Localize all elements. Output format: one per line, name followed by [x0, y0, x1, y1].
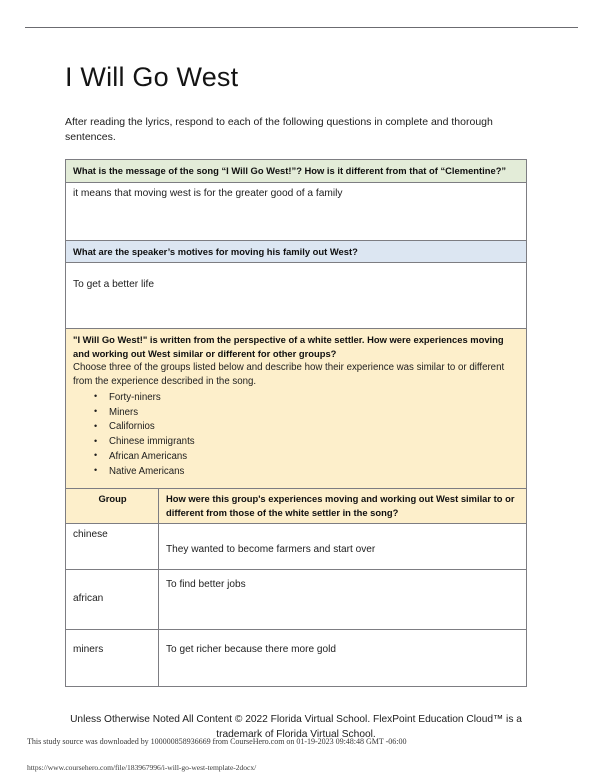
- group-option: • African Americans: [109, 450, 519, 465]
- question-block-1: [65, 159, 527, 239]
- group-option: • Californios: [109, 420, 519, 435]
- group-option: • Native Americans: [109, 465, 519, 480]
- document-content: [65, 62, 527, 687]
- group-option: • Miners: [109, 406, 519, 421]
- group-options-list: [73, 391, 519, 479]
- table-cell-description[interactable]: To find better jobs: [159, 570, 527, 630]
- yellow-spacer: [66, 481, 526, 488]
- question-3-prompt: "I Will Go West!" is written from the perspective of a white settler. How were experiences moving and working out West similar or different for other groups?: [66, 329, 526, 361]
- coursehero-source-url: https://www.coursehero.com/file/183967996/i-will-go-west-template-2docx/: [27, 763, 257, 772]
- table-cell-group[interactable]: chinese: [66, 524, 159, 570]
- page-top-rule: [25, 27, 578, 28]
- table-header-group: Group: [66, 489, 159, 524]
- table-cell-description[interactable]: To get richer because there more gold: [159, 630, 527, 687]
- question-3-instructions: Choose three of the groups listed below and describe how their experience was similar to or different from the experience described in the song.: [73, 361, 505, 387]
- group-option: • Forty-niners: [109, 391, 519, 406]
- group-response-table: [65, 488, 527, 687]
- table-cell-description[interactable]: They wanted to become farmers and start over: [159, 524, 527, 570]
- coursehero-download-stamp: This study source was downloaded by 100000858936669 from CourseHero.com on 01-19-2023 09:48:48 GMT -06:00: [27, 737, 407, 746]
- table-header-description: How were this group's experiences moving and working out West similar to or different from those of the white settler in the song?: [159, 489, 527, 524]
- table-cell-group[interactable]: miners: [66, 630, 159, 687]
- table-row: [66, 570, 527, 630]
- page-title: I Will Go West: [65, 62, 239, 92]
- table-row: [66, 630, 527, 687]
- intro-instructions: After reading the lyrics, respond to each of the following questions in complete and thorough sentences.: [65, 116, 493, 144]
- question-block-3: [65, 328, 527, 488]
- question-2-answer[interactable]: To get a better life: [66, 263, 526, 328]
- question-block-2: [65, 240, 527, 328]
- question-1-prompt: What is the message of the song “I Will Go West!”? How is it different from that of “Clementine?”: [66, 160, 526, 182]
- question-2-prompt: What are the speaker’s motives for moving his family out West?: [66, 241, 526, 263]
- table-row: [66, 524, 527, 570]
- footer-copyright: Unless Otherwise Noted All Content © 2022 Florida Virtual School. FlexPoint Education Cloud™ is a trademark of Florida Virtual School.: [70, 714, 522, 741]
- table-cell-group[interactable]: african: [66, 570, 159, 630]
- group-option: • Chinese immigrants: [109, 435, 519, 450]
- question-1-answer[interactable]: it means that moving west is for the greater good of a family: [66, 183, 526, 240]
- question-3-instructions-wrap: [66, 361, 526, 482]
- table-header-row: [66, 489, 527, 524]
